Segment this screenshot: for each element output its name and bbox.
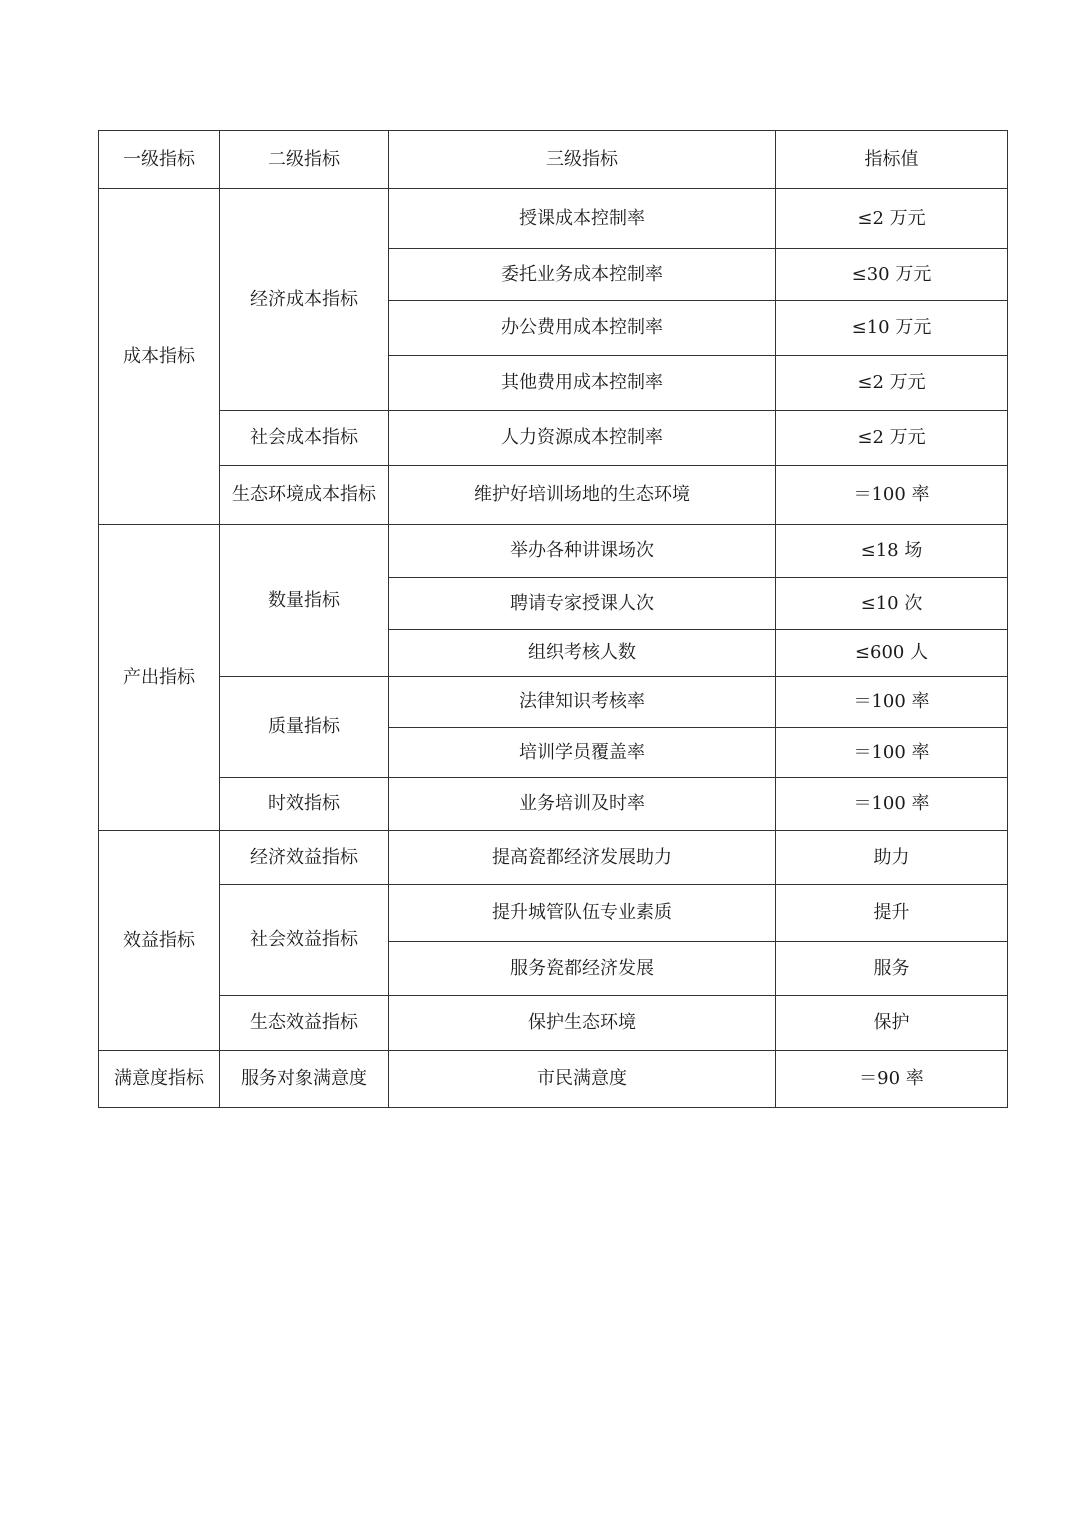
indicator-table [98,130,1008,1108]
table-body [99,189,1008,1108]
level2-cell: 社会成本指标 [220,411,389,466]
level2-cell: 生态环境成本指标 [220,466,389,525]
value-cell: ＝100 率 [776,778,1008,831]
level3-cell: 聘请专家授课人次 [389,578,776,630]
value-cell: ≤600 人 [776,630,1008,677]
value-cell: ≤10 万元 [776,301,1008,356]
table-row [99,189,1008,249]
header-level2: 二级指标 [220,131,389,189]
value-cell: 助力 [776,831,1008,885]
level3-cell: 组织考核人数 [389,630,776,677]
value-cell: 保护 [776,996,1008,1051]
level3-cell: 法律知识考核率 [389,677,776,728]
level2-cell: 经济效益指标 [220,831,389,885]
header-value: 指标值 [776,131,1008,189]
value-cell: 服务 [776,942,1008,996]
table-row [99,411,1008,466]
table-row [99,677,1008,728]
level3-cell: 市民满意度 [389,1051,776,1108]
level2-cell: 质量指标 [220,677,389,778]
header-level1: 一级指标 [99,131,220,189]
level3-cell: 提升城管队伍专业素质 [389,885,776,942]
level3-cell: 维护好培训场地的生态环境 [389,466,776,525]
value-cell: ≤10 次 [776,578,1008,630]
table-row [99,778,1008,831]
table-row [99,1051,1008,1108]
level3-cell: 服务瓷都经济发展 [389,942,776,996]
table-row [99,466,1008,525]
value-cell: ≤18 场 [776,525,1008,578]
level2-cell: 经济成本指标 [220,189,389,411]
level3-cell: 保护生态环境 [389,996,776,1051]
level2-cell: 生态效益指标 [220,996,389,1051]
table-row [99,996,1008,1051]
level3-cell: 人力资源成本控制率 [389,411,776,466]
value-cell: ≤2 万元 [776,411,1008,466]
value-cell: ＝100 率 [776,677,1008,728]
level1-cell: 满意度指标 [99,1051,220,1108]
table-row [99,525,1008,578]
value-cell: ＝100 率 [776,728,1008,778]
value-cell: ＝100 率 [776,466,1008,525]
level2-cell: 服务对象满意度 [220,1051,389,1108]
level3-cell: 提高瓷都经济发展助力 [389,831,776,885]
level2-cell: 社会效益指标 [220,885,389,996]
header-row [99,131,1008,189]
level3-cell: 其他费用成本控制率 [389,356,776,411]
level3-cell: 授课成本控制率 [389,189,776,249]
header-level3: 三级指标 [389,131,776,189]
level3-cell: 业务培训及时率 [389,778,776,831]
table-row [99,885,1008,942]
value-cell: ≤2 万元 [776,356,1008,411]
level1-cell: 产出指标 [99,525,220,831]
level3-cell: 培训学员覆盖率 [389,728,776,778]
value-cell: ≤2 万元 [776,189,1008,249]
value-cell: 提升 [776,885,1008,942]
level2-cell: 数量指标 [220,525,389,677]
value-cell: ≤30 万元 [776,249,1008,301]
value-cell: ＝90 率 [776,1051,1008,1108]
level1-cell: 效益指标 [99,831,220,1051]
level3-cell: 办公费用成本控制率 [389,301,776,356]
level3-cell: 举办各种讲课场次 [389,525,776,578]
level3-cell: 委托业务成本控制率 [389,249,776,301]
level1-cell: 成本指标 [99,189,220,525]
level2-cell: 时效指标 [220,778,389,831]
table-row [99,831,1008,885]
